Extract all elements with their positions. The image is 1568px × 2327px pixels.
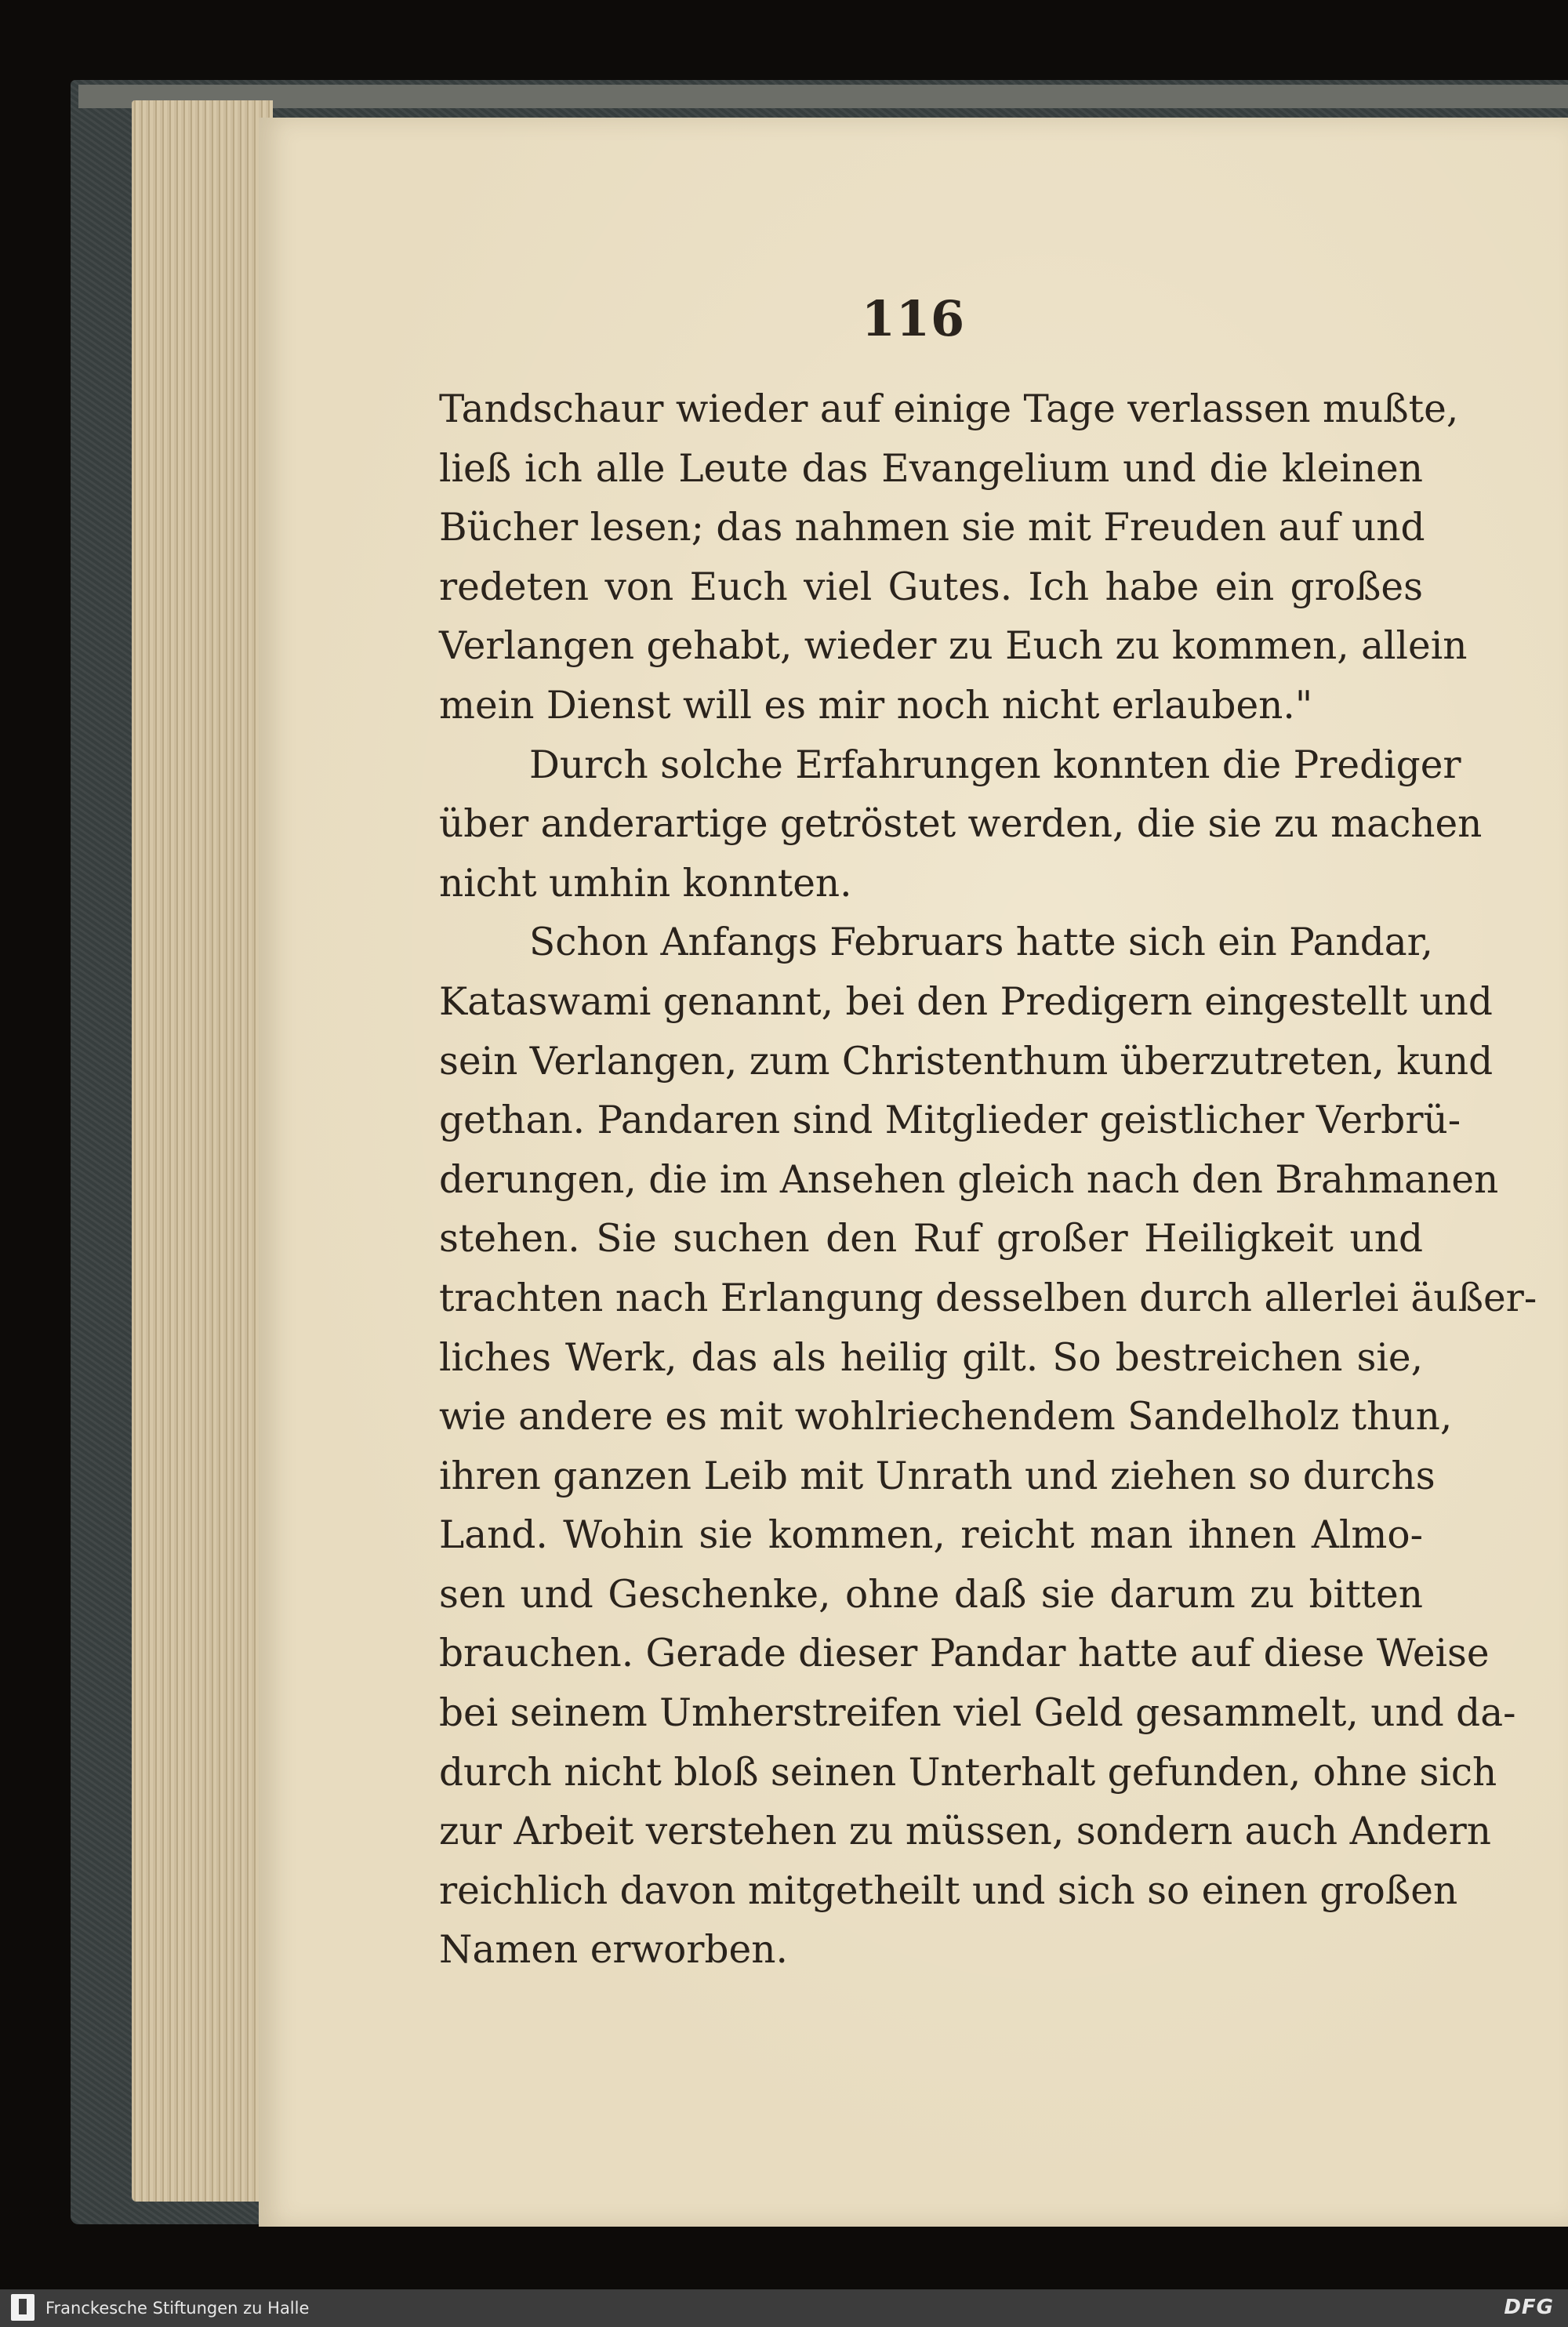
text-line: über anderartige getröstet werden, die sie zu machen — [439, 802, 1483, 847]
text-line: ließ ich alle Leute das Evangelium und die kleinen — [439, 446, 1423, 491]
viewer-footer — [0, 2289, 1568, 2327]
text-line: mein Dienst will es mir noch nicht erlauben." — [439, 683, 1313, 728]
text-line: Verlangen gehabt, wieder zu Euch zu kommen, allein — [439, 624, 1468, 669]
text-line: brauchen. Gerade dieser Pandar hatte auf diese Weise — [439, 1632, 1490, 1676]
text-line: trachten nach Erlangung desselben durch allerlei äußer- — [439, 1276, 1537, 1320]
text-line: durch nicht bloß seinen Unterhalt gefunden, ohne sich — [439, 1750, 1497, 1795]
text-line: bei seinem Umherstreifen viel Geld gesammelt, und da- — [439, 1691, 1516, 1736]
text-line: Bücher lesen; das nahmen sie mit Freuden auf und — [439, 506, 1425, 550]
text-line: sen und Geschenke, ohne daß sie darum zu bitten — [439, 1572, 1423, 1617]
page-number: 116 — [861, 290, 966, 347]
text-line: Tandschaur wieder auf einige Tage verlassen mußte, — [439, 387, 1459, 431]
text-line: Schon Anfangs Februars hatte sich ein Pandar, — [529, 920, 1433, 965]
text-line: redeten von Euch viel Gutes. Ich habe ein großes — [439, 565, 1423, 609]
text-line: stehen. Sie suchen den Ruf großer Heiligkeit und — [439, 1217, 1423, 1262]
text-line: nicht umhin konnten. — [439, 861, 852, 906]
page-body-text — [439, 380, 1537, 1980]
text-line: gethan. Pandaren sind Mitglieder geistlicher Verbrü- — [439, 1098, 1461, 1143]
institution-logo-icon — [11, 2294, 34, 2321]
text-line: Land. Wohin sie kommen, reicht man ihnen Almo- — [439, 1513, 1423, 1558]
text-line: Namen erworben. — [439, 1928, 788, 1973]
text-line: liches Werk, das als heilig gilt. So bestreichen sie, — [439, 1335, 1423, 1380]
text-line: Durch solche Erfahrungen konnten die Prediger — [529, 742, 1461, 787]
funder-logo[interactable]: DFG — [1504, 2296, 1554, 2319]
text-line: reichlich davon mitgetheilt und sich so einen großen — [439, 1868, 1458, 1913]
text-line: wie andere es mit wohlriechendem Sandelholz thun, — [439, 1395, 1453, 1439]
cover-edge — [78, 85, 1568, 108]
text-line: sein Verlangen, zum Christenthum überzutreten, kund — [439, 1039, 1494, 1084]
text-line: ihren ganzen Leib mit Unrath und ziehen so durchs — [439, 1454, 1436, 1498]
text-line: derungen, die im Ansehen gleich nach den Brahmanen — [439, 1157, 1499, 1202]
institution-name[interactable]: Franckesche Stiftungen zu Halle — [45, 2299, 310, 2318]
text-line: zur Arbeit verstehen zu müssen, sondern auch Andern — [439, 1810, 1492, 1854]
page-stack-edges — [132, 100, 273, 2202]
text-line: Kataswami genannt, bei den Predigern eingestellt und — [439, 979, 1493, 1024]
